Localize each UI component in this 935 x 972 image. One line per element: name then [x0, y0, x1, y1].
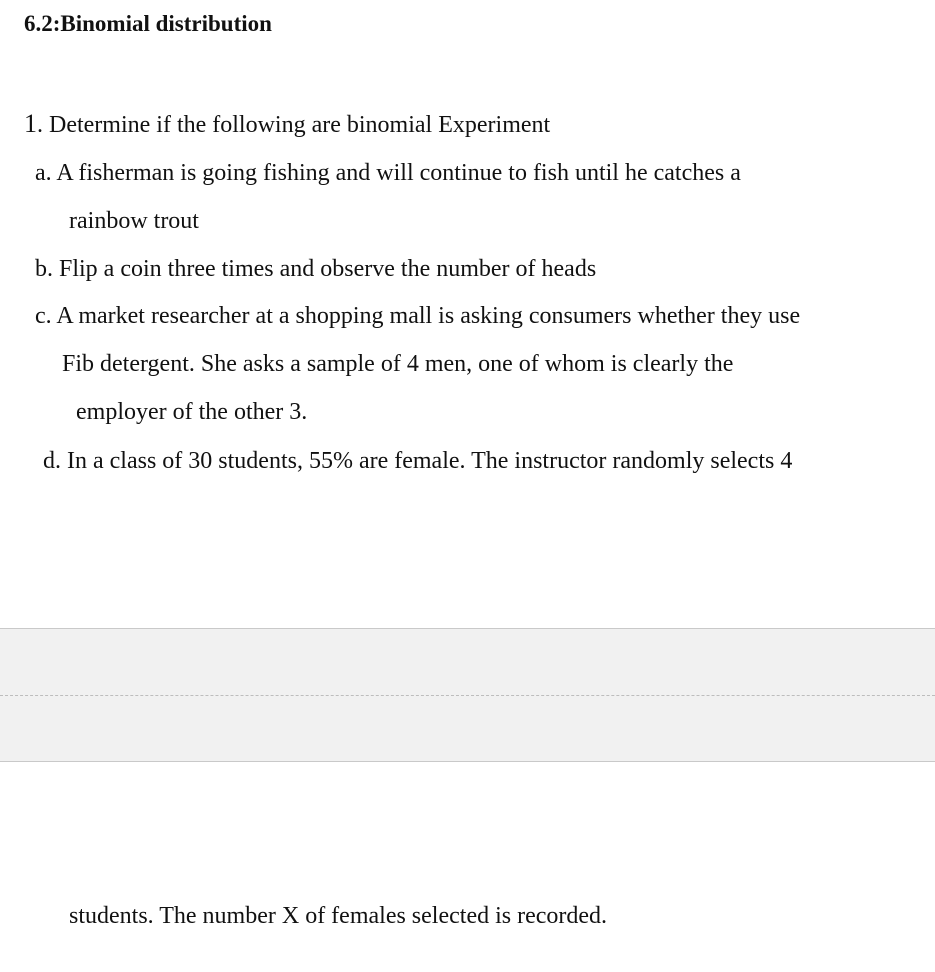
section-heading: 6.2:Binomial distribution — [24, 11, 272, 36]
item-d-line-2: students. The number X of females selected is recorded. — [69, 903, 608, 929]
question-number: 1 — [24, 109, 37, 138]
question-prompt: . Determine if the following are binomial Experiment — [37, 112, 551, 138]
question-1 — [24, 111, 550, 137]
item-a-line-1: a. A fisherman is going fishing and will continue to fish until he catches a — [35, 160, 741, 186]
item-a-line-2: rainbow trout — [69, 208, 199, 234]
item-c-line-2: Fib detergent. She asks a sample of 4 men, one of whom is clearly the — [62, 351, 734, 377]
item-b-line-1: b. Flip a coin three times and observe the number of heads — [35, 256, 597, 282]
item-c-line-1: c. A market researcher at a shopping mall is asking consumers whether they use — [35, 303, 801, 329]
item-d-line-1: d. In a class of 30 students, 55% are female. The instructor randomly selects 4 — [43, 448, 793, 474]
page-break-area — [0, 628, 935, 762]
item-c-line-3: employer of the other 3. — [76, 399, 308, 425]
page-break-divider — [0, 695, 935, 696]
